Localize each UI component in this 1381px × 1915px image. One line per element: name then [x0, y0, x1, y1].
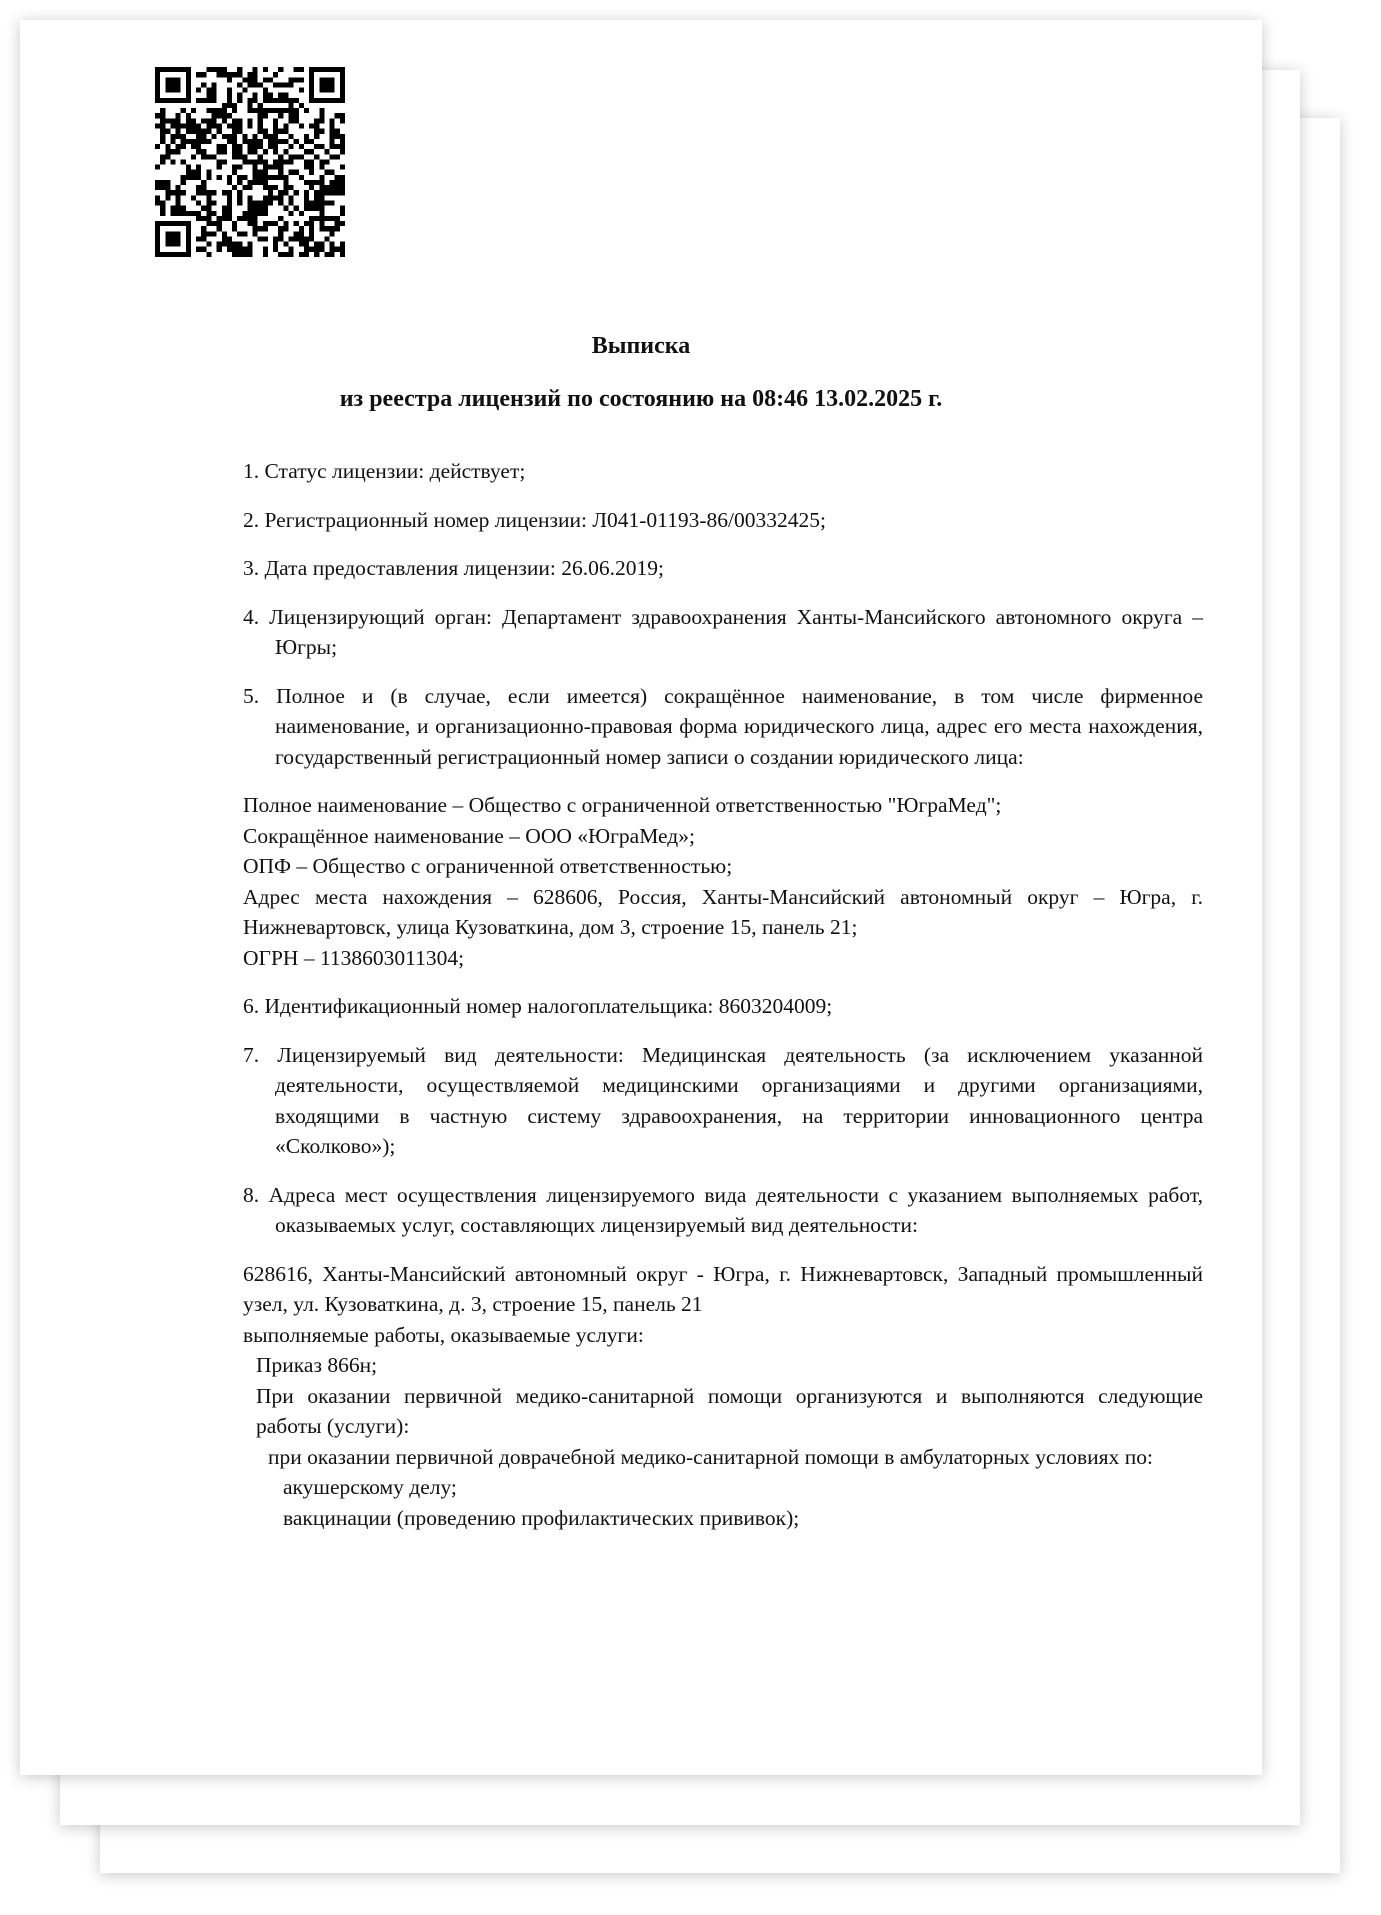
- qr-code-icon: [155, 67, 345, 257]
- document-subtitle: из реестра лицензий по состоянию на 08:46 13.02.2025 г.: [339, 386, 943, 412]
- site-details: [243, 1259, 1203, 1534]
- org-legal-form: ОПФ – Общество с ограниченной ответственностью;: [243, 854, 733, 878]
- item-inn: 6. Идентификационный номер налогоплательщика: 8603204009;: [243, 994, 833, 1018]
- item-activity-type: 7. Лицензируемый вид деятельности: Медицинская деятельность (за исключением указанной деятельности, осуществляемой медицинскими организациями и другими организациями, входящими в частную систему здравоохранения, на территории инновационного центра «Сколково»);: [243, 1042, 1203, 1158]
- work-item: акушерскому делу;: [283, 1475, 457, 1499]
- item-issue-date: 3. Дата предоставления лицензии: 26.06.2019;: [243, 556, 664, 580]
- org-full-name: Полное наименование – Общество с ограниченной ответственностью "ЮграМед";: [243, 793, 1002, 817]
- document-body: [243, 456, 1203, 1551]
- item-activity-addresses: 8. Адреса мест осуществления лицензируемого вида деятельности с указанием выполняемых работ, оказываемых услуг, составляющих лицензируемый вид деятельности:: [243, 1182, 1203, 1237]
- item-registration-number: 2. Регистрационный номер лицензии: Л041-01193-86/00332425;: [243, 507, 826, 532]
- order-reference: Приказ 866н;: [256, 1353, 378, 1377]
- work-item: вакцинации (проведению профилактических прививок);: [283, 1505, 800, 1530]
- org-ogrn: ОГРН – 1138603011304;: [243, 945, 465, 970]
- document-title: Выписка: [591, 333, 691, 359]
- organization-details: [243, 790, 1203, 973]
- primary-care-line: При оказании первичной медико-санитарной помощи организуются и выполняются следующие работы (услуги):: [256, 1383, 1203, 1438]
- item-licensing-authority: 4. Лицензирующий орган: Департамент здравоохранения Ханты-Мансийского автономного округа – Югры;: [243, 604, 1203, 659]
- site-address: 628616, Ханты-Мансийский автономный округ - Югра, г. Нижневартовск, Западный промышленный узел, ул. Кузоваткина, д. 3, строение 15, панель 21: [243, 1261, 1203, 1316]
- item-license-status: 1. Статус лицензии: действует;: [243, 459, 526, 483]
- item-organization-heading: 5. Полное и (в случае, если имеется) сокращённое наименование, в том числе фирменное наименование, и организационно-правовая форма юридического лица, адрес его места нахождения, государственный регистрационный номер записи о создании юридического лица:: [243, 683, 1203, 769]
- org-address: Адрес места нахождения – 628606, Россия, Ханты-Мансийский автономный округ – Югра, г. Нижневартовск, улица Кузоваткина, дом 3, строение 15, панель 21;: [243, 884, 1203, 939]
- org-short-name: Сокращённое наименование – ООО «ЮграМед»;: [243, 823, 695, 848]
- pre-doctor-care-line: при оказании первичной доврачебной медико-санитарной помощи в амбулаторных условиях по:: [268, 1444, 1153, 1469]
- works-label: выполняемые работы, оказываемые услуги:: [243, 1322, 644, 1347]
